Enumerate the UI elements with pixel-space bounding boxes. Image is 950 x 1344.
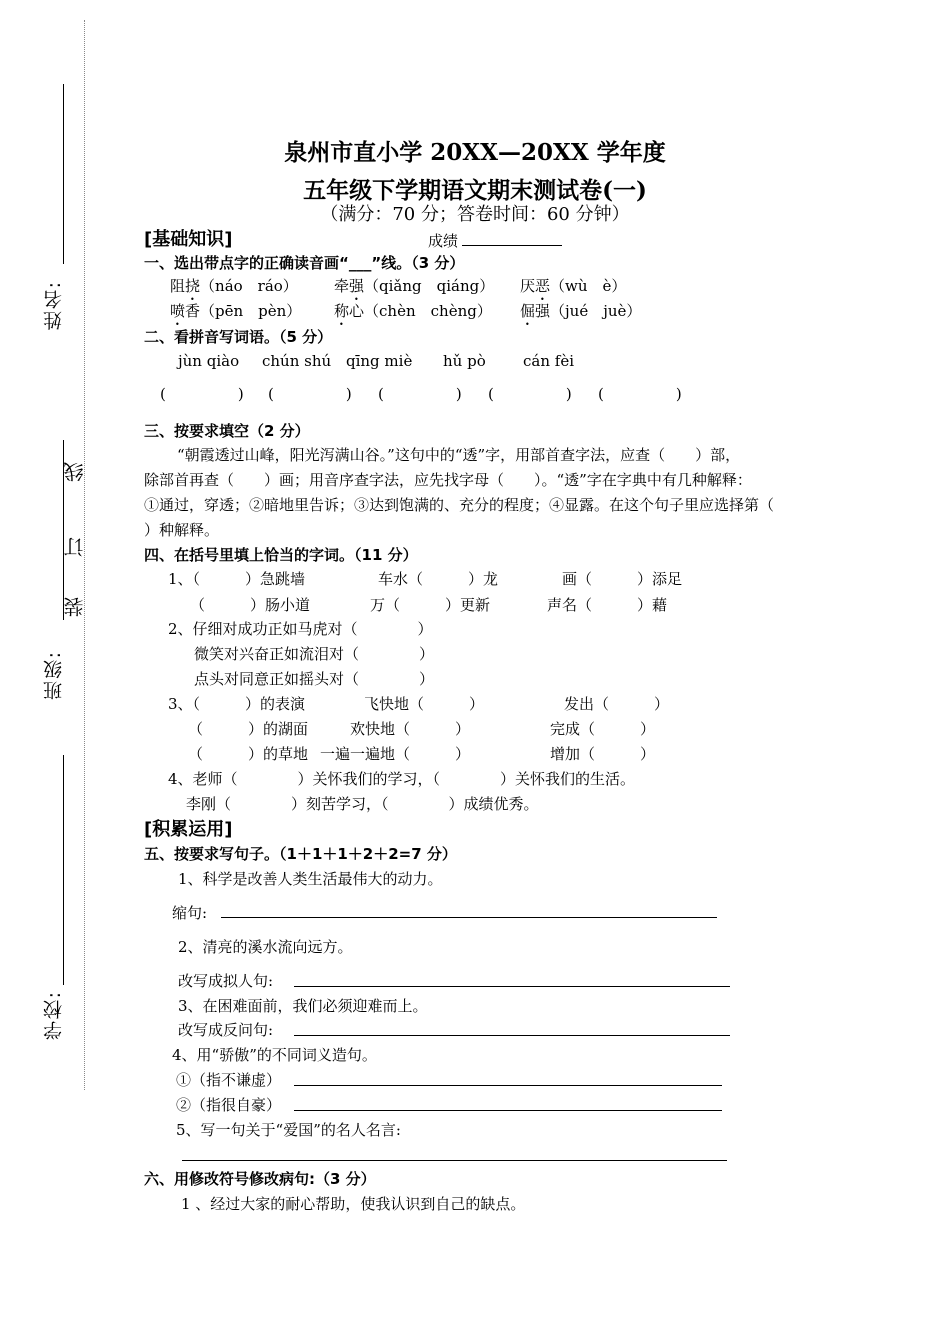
q4-heading: 四、在括号里填上恰当的字词。（11 分） bbox=[144, 546, 418, 564]
q4-idiom: （ ）肠小道 bbox=[190, 596, 311, 614]
q5-item3-answer-line[interactable] bbox=[294, 1035, 730, 1036]
q4-idiom: 声名（ ）藉 bbox=[547, 596, 668, 614]
binding-char-ding: 订 bbox=[63, 535, 87, 557]
q5-item4b-label: ②（指很自豪） bbox=[176, 1096, 282, 1114]
q2-pinyin: cán fèi bbox=[523, 352, 574, 370]
q2-heading: 二、看拼音写词语。（5 分） bbox=[144, 328, 333, 346]
q4-phrase: 飞快地（ ） bbox=[364, 695, 485, 713]
name-label: 姓名: bbox=[43, 280, 65, 331]
school-line bbox=[63, 755, 64, 985]
q2-answer-box[interactable]: ( ) bbox=[488, 385, 572, 403]
q1-item: 称心（chèn chèng） bbox=[334, 302, 492, 320]
q5-item5: 5、写一句关于“爱国”的名人名言: bbox=[176, 1121, 401, 1139]
q4-phrase: （ ）的草地 bbox=[188, 745, 309, 763]
q4-phrase: 完成（ ） bbox=[550, 720, 656, 738]
q2-answer-box[interactable]: ( ) bbox=[378, 385, 462, 403]
q4-idiom: 车水（ ）龙 bbox=[378, 570, 499, 588]
q1-heading: 一、选出带点字的正确读音画“___”线。（3 分） bbox=[144, 254, 465, 272]
q4-analogy: 2、仔细对成功正如马虎对（ ） bbox=[168, 620, 433, 638]
exam-title-line1: 泉州市直小学 20XX—20XX 学年度 bbox=[284, 139, 666, 166]
q5-item5-answer-line[interactable] bbox=[182, 1160, 727, 1161]
q5-item2-label: 改写成拟人句: bbox=[178, 972, 274, 990]
part2-heading: [积累运用] bbox=[144, 819, 233, 840]
q2-pinyin: qīng miè bbox=[346, 352, 413, 370]
q1-item: 喷香（pēn pèn） bbox=[170, 302, 302, 320]
q3-text-line: 除部首再查（ ）画；用音序查字法，应先找字母（ ）。“透”字在字典中有几种解释： bbox=[144, 471, 752, 489]
q2-answer-box[interactable]: ( ) bbox=[160, 385, 244, 403]
score-label: 成绩 bbox=[428, 232, 459, 250]
q5-item2: 2、清亮的溪水流向远方。 bbox=[178, 938, 353, 956]
part1-heading: [基础知识] bbox=[144, 229, 233, 250]
q1-item: 牵强（qiǎng qiáng） bbox=[334, 277, 495, 295]
q4-analogy: 点头对同意正如摇头对（ ） bbox=[194, 670, 435, 688]
q4-phrase: 发出（ ） bbox=[564, 695, 670, 713]
q4-analogy: 微笑对兴奋正如流泪对（ ） bbox=[194, 645, 435, 663]
q5-heading: 五、按要求写句子。（1＋1＋1＋2＋2=7 分） bbox=[144, 845, 457, 863]
q1-item: 厌恶（wù è） bbox=[520, 277, 627, 295]
q4-connective: 4、老师（ ）关怀我们的学习，（ ）关怀我们的生活。 bbox=[168, 770, 636, 788]
q2-pinyin: chún shú bbox=[262, 352, 332, 370]
exam-title-line2: 五年级下学期语文期末测试卷(一) bbox=[303, 177, 647, 204]
q5-item4a-answer-line[interactable] bbox=[294, 1085, 722, 1086]
q3-text-line: ①通过，穿透；②暗地里告诉；③达到饱满的、充分的程度；④显露。在这个句子里应选择第（ bbox=[144, 496, 775, 514]
binding-char-zhuang: 装 bbox=[63, 595, 87, 617]
school-label: 学校: bbox=[43, 990, 65, 1041]
q4-phrase: 增加（ ） bbox=[550, 745, 656, 763]
q1-item: 倔强（jué juè） bbox=[520, 302, 642, 320]
q2-answer-box[interactable]: ( ) bbox=[598, 385, 682, 403]
q5-item1: 1、科学是改善人类生活最伟大的动力。 bbox=[178, 870, 443, 888]
q5-item3: 3、在困难面前，我们必须迎难而上。 bbox=[178, 997, 428, 1015]
q2-pinyin: hǔ pò bbox=[443, 352, 486, 370]
q5-item1-label: 缩句: bbox=[172, 904, 208, 922]
binding-char-xian: 线 bbox=[63, 460, 87, 482]
q5-item4b-answer-line[interactable] bbox=[294, 1110, 722, 1111]
q4-phrase: （ ）的湖面 bbox=[188, 720, 309, 738]
q3-text-line: “朝霞透过山峰，阳光泻满山谷。”这句中的“透”字，用部首查字法，应查（ ）部， bbox=[177, 446, 741, 464]
q4-phrase: 欢快地（ ） bbox=[350, 720, 471, 738]
q5-item4a-label: ①（指不谦虚） bbox=[176, 1071, 282, 1089]
q2-answer-box[interactable]: ( ) bbox=[268, 385, 352, 403]
q6-heading: 六、用修改符号修改病句:（3 分） bbox=[144, 1170, 376, 1188]
q4-idiom: 万（ ）更新 bbox=[370, 596, 491, 614]
q4-phrase: 3、（ ）的表演 bbox=[168, 695, 306, 713]
q3-heading: 三、按要求填空（2 分） bbox=[144, 422, 310, 440]
class-label: 班级: bbox=[43, 650, 65, 701]
q4-connective: 李刚（ ）刻苦学习，（ ）成绩优秀。 bbox=[186, 795, 539, 813]
q6-item1: 1 、经过大家的耐心帮助，使我认识到自己的缺点。 bbox=[181, 1195, 526, 1213]
q5-item3-label: 改写成反问句: bbox=[178, 1021, 274, 1039]
q2-pinyin: jùn qiào bbox=[178, 352, 240, 370]
exam-subtitle: （满分：70 分；答卷时间：60 分钟） bbox=[320, 204, 630, 225]
q3-text-line: ）种解释。 bbox=[144, 521, 220, 539]
q5-item2-answer-line[interactable] bbox=[294, 986, 730, 987]
q4-idiom: 画（ ）添足 bbox=[562, 570, 683, 588]
q5-item4: 4、用“骄傲”的不同词义造句。 bbox=[172, 1046, 377, 1064]
q4-idiom: 1、（ ）急跳墙 bbox=[168, 570, 306, 588]
q4-phrase: 一遍一遍地（ ） bbox=[320, 745, 471, 763]
q5-item1-answer-line[interactable] bbox=[221, 917, 717, 918]
q1-item: 阻挠（náo ráo） bbox=[170, 277, 298, 295]
score-line[interactable] bbox=[462, 245, 562, 246]
